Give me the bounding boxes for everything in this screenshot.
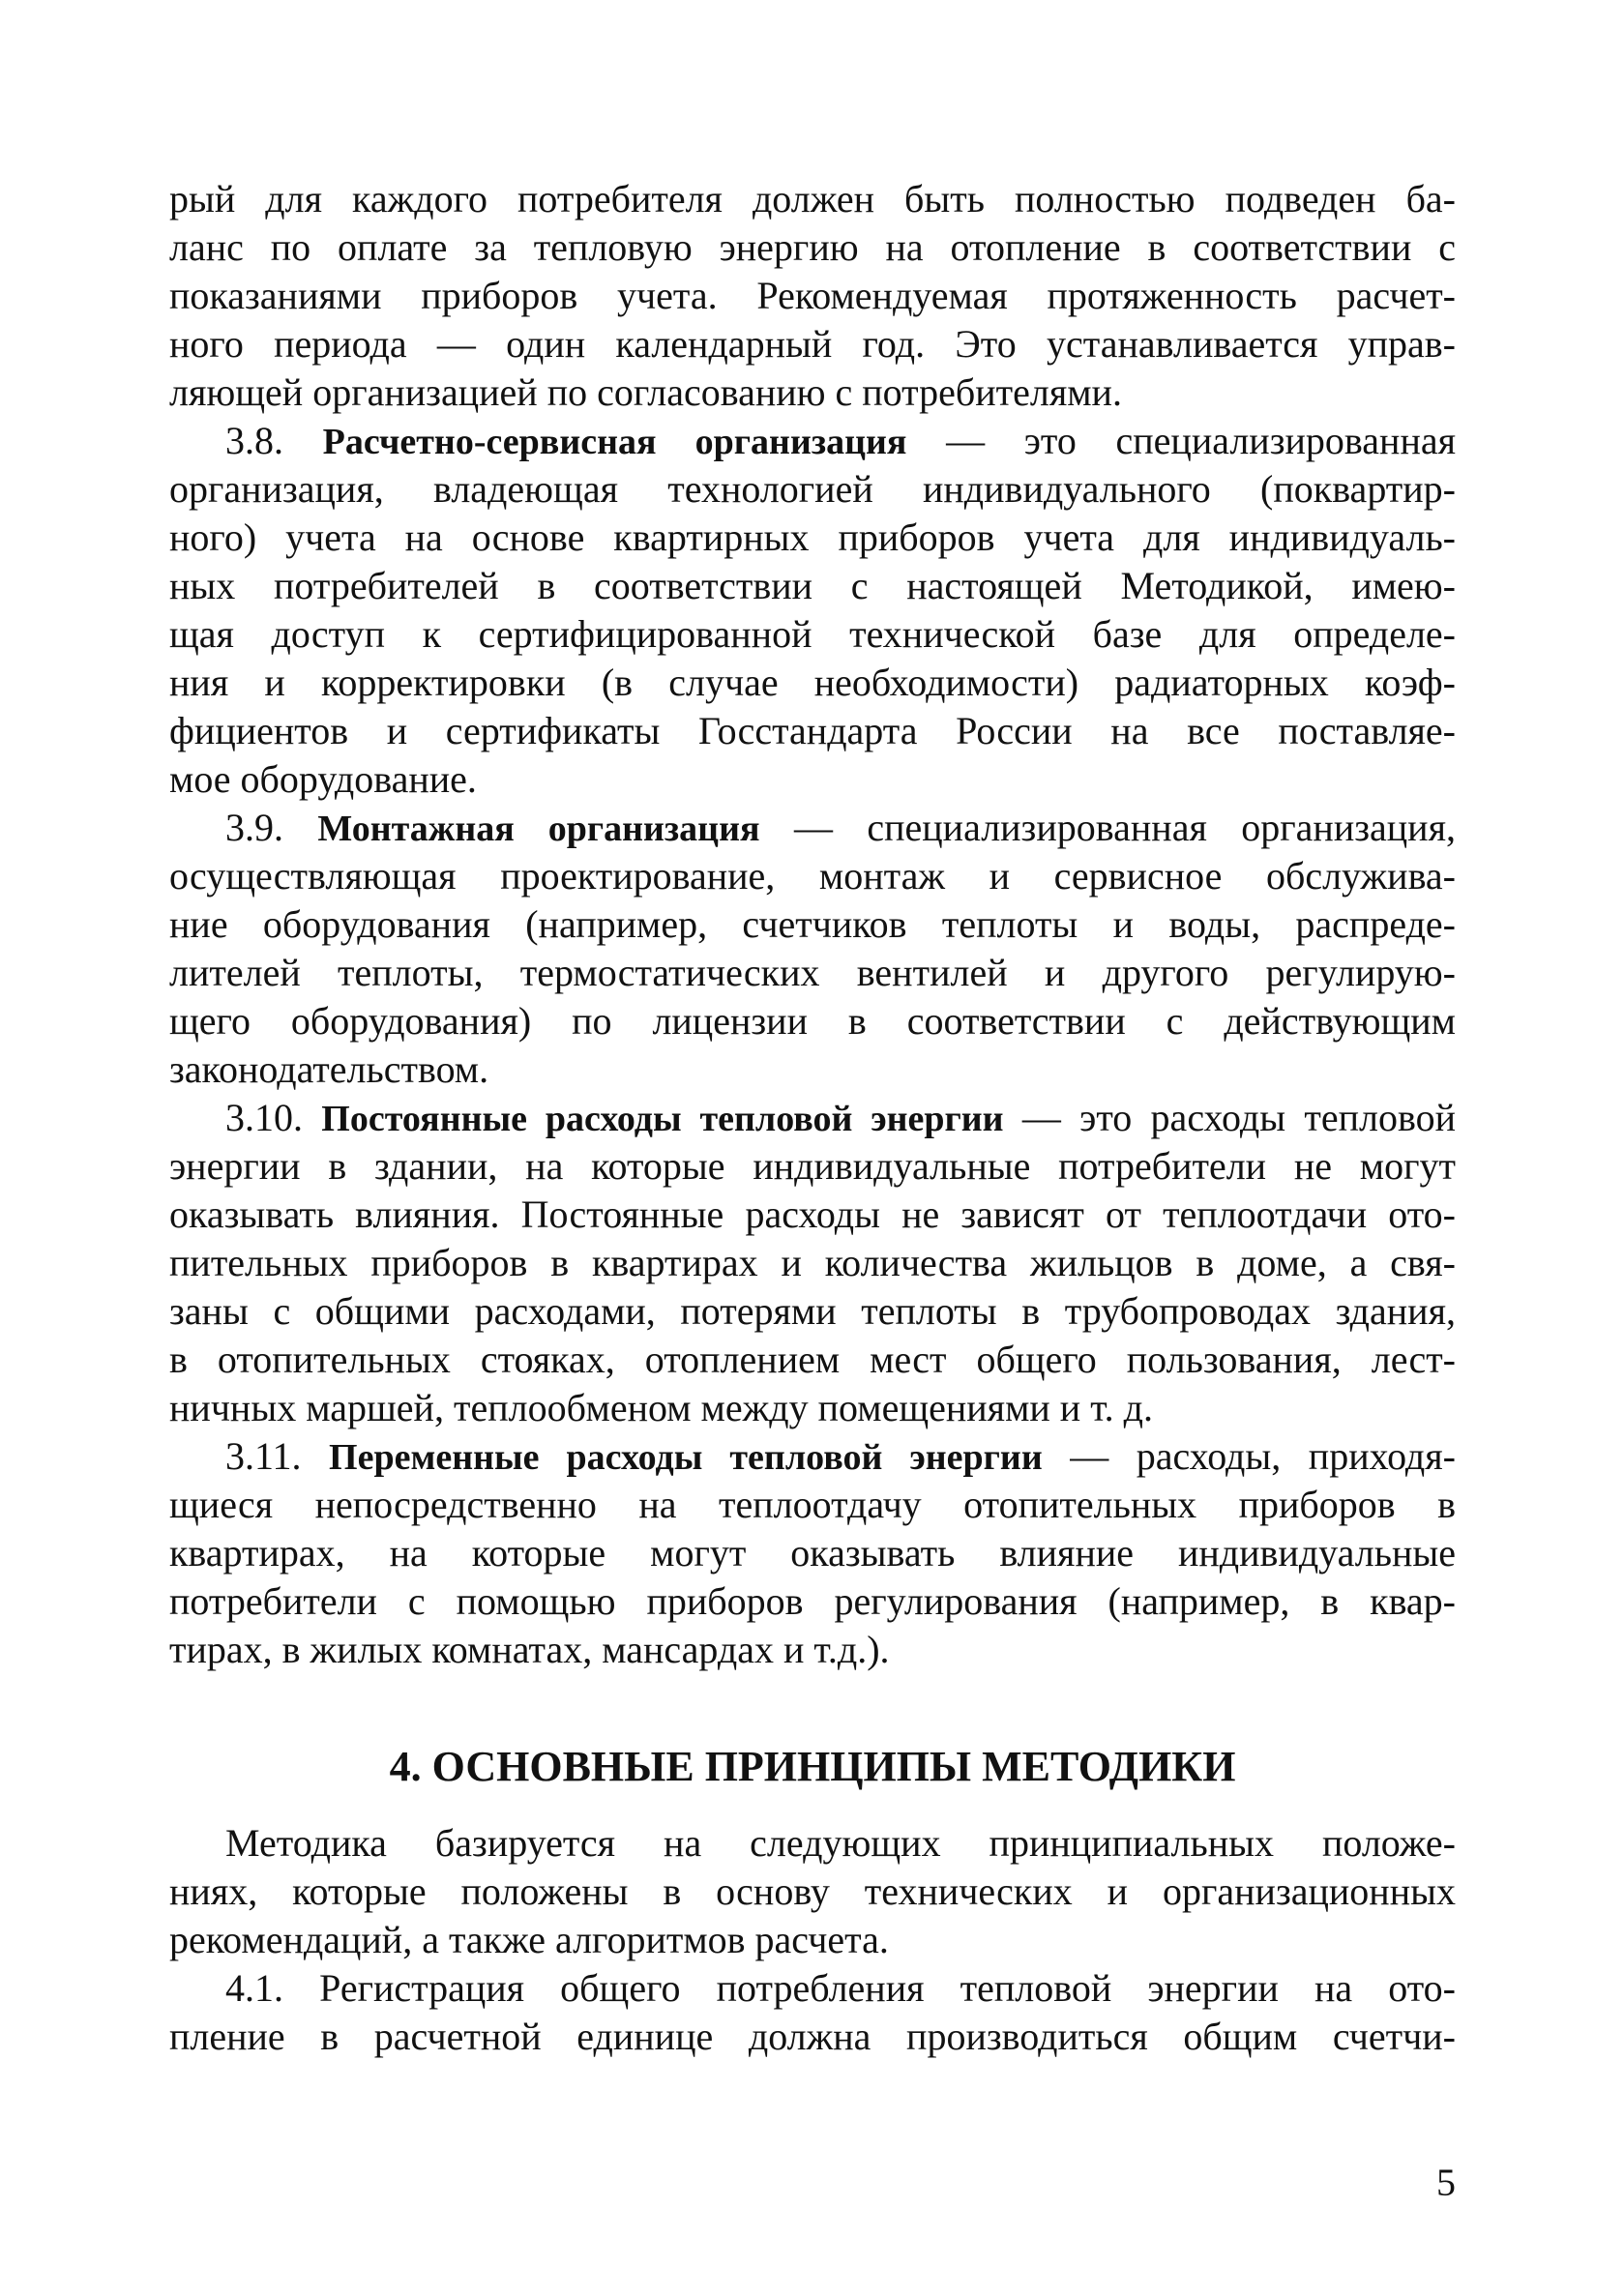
defined-term: Постоянные расходы тепловой энергии — [321, 1099, 1004, 1139]
item-number: 3.9. — [225, 806, 318, 849]
paragraph-line: Методика базируется на следующих принципиальных положе- — [225, 1821, 1456, 1865]
paragraph-line: ланс по оплате за тепловую энергию на отопление в соответствии с — [169, 225, 1456, 269]
paragraph-line: фициентов и сертификаты Госстандарта России на все поставляе- — [169, 709, 1456, 752]
paragraph-line: организация, владеющая технологией индивидуального (поквартир- — [169, 467, 1456, 511]
paragraph-line: лителей теплоты, термостатических вентилей и другого регулирую- — [169, 951, 1456, 994]
paragraph-line: ного) учета на основе квартирных приборов учета для индивидуаль- — [169, 515, 1456, 559]
paragraph-line: мое оборудование. — [169, 757, 477, 801]
paragraph-line: энергии в здании, на которые индивидуальные потребители не могут — [169, 1144, 1456, 1188]
paragraph-line: заны с общими расходами, потерями теплоты в трубопроводах здания, — [169, 1289, 1456, 1333]
paragraph-line: ниях, которые положены в основу технических и организационных — [169, 1869, 1456, 1913]
paragraph-line: ных потребителей в соответствии с настоящей Методикой, имею- — [169, 564, 1456, 607]
paragraph-line: пление в расчетной единице должна производиться общим счетчи- — [169, 2015, 1456, 2058]
paragraph-line: ного периода — один календарный год. Это устанавливается управ- — [169, 322, 1456, 366]
page-number: 5 — [1436, 2161, 1456, 2204]
definition-3-8-first-line — [225, 416, 1456, 466]
paragraph-line: 4.1. Регистрация общего потребления тепловой энергии на ото- — [225, 1966, 1456, 2010]
paragraph-line: пительных приборов в квартирах и количества жильцов в доме, а свя- — [169, 1241, 1456, 1284]
paragraph-line: рый для каждого потребителя должен быть полностью подведен ба- — [169, 177, 1456, 221]
definition-3-11-first-line — [225, 1431, 1456, 1482]
item-number: 3.11. — [225, 1434, 330, 1478]
paragraph-line: тирах, в жилых комнатах, мансардах и т.д.). — [169, 1628, 890, 1671]
paragraph-line: законодательством. — [169, 1047, 489, 1091]
paragraph-line: ние оборудования (например, счетчиков теплоты и воды, распреде- — [169, 902, 1456, 946]
paragraph-line: ничных маршей, теплообменом между помещениями и т. д. — [169, 1386, 1154, 1429]
definition-3-10-first-line — [225, 1093, 1456, 1143]
paragraph-line: оказывать влияния. Постоянные расходы не зависят от теплоотдачи ото- — [169, 1192, 1456, 1236]
item-number: 3.8. — [225, 419, 323, 462]
paragraph-line: щая доступ к сертифицированной технической базе для определе- — [169, 612, 1456, 656]
defined-term: Монтажная организация — [317, 809, 760, 849]
paragraph-line: в отопительных стояках, отоплением мест общего пользования, лест- — [169, 1338, 1456, 1381]
definition-3-9-first-line — [225, 803, 1456, 853]
paragraph-line: щего оборудования) по лицензии в соответствии с действующим — [169, 999, 1456, 1043]
paragraph-line: щиеся непосредственно на теплоотдачу отопительных приборов в — [169, 1483, 1456, 1526]
paragraph-line: показаниями приборов учета. Рекомендуемая протяженность расчет- — [169, 274, 1456, 317]
section-heading: 4. ОСНОВНЫЕ ПРИНЦИПЫ МЕТОДИКИ — [389, 1743, 1236, 1790]
definition-text: — расходы, приходя- — [1042, 1434, 1456, 1478]
definition-text: — это расходы тепловой — [1003, 1096, 1456, 1139]
paragraph-line: ния и корректировки (в случае необходимости) радиаторных коэф- — [169, 661, 1456, 704]
item-number: 3.10. — [225, 1096, 322, 1139]
definition-text: — специализированная организация, — [759, 806, 1456, 849]
defined-term: Расчетно-сервисная организация — [322, 422, 907, 462]
paragraph-line: рекомендаций, а также алгоритмов расчета. — [169, 1918, 889, 1961]
definition-text: — это специализированная — [906, 419, 1457, 462]
paragraph-line: ляющей организацией по согласованию с потребителями. — [169, 370, 1122, 414]
paragraph-line: осуществляющая проектирование, монтаж и сервисное обслужива- — [169, 854, 1456, 898]
paragraph-line: потребители с помощью приборов регулирования (например, в квар- — [169, 1579, 1456, 1623]
paragraph-line: квартирах, на которые могут оказывать влияние индивидуальные — [169, 1531, 1456, 1575]
defined-term: Переменные расходы тепловой энергии — [329, 1437, 1043, 1478]
